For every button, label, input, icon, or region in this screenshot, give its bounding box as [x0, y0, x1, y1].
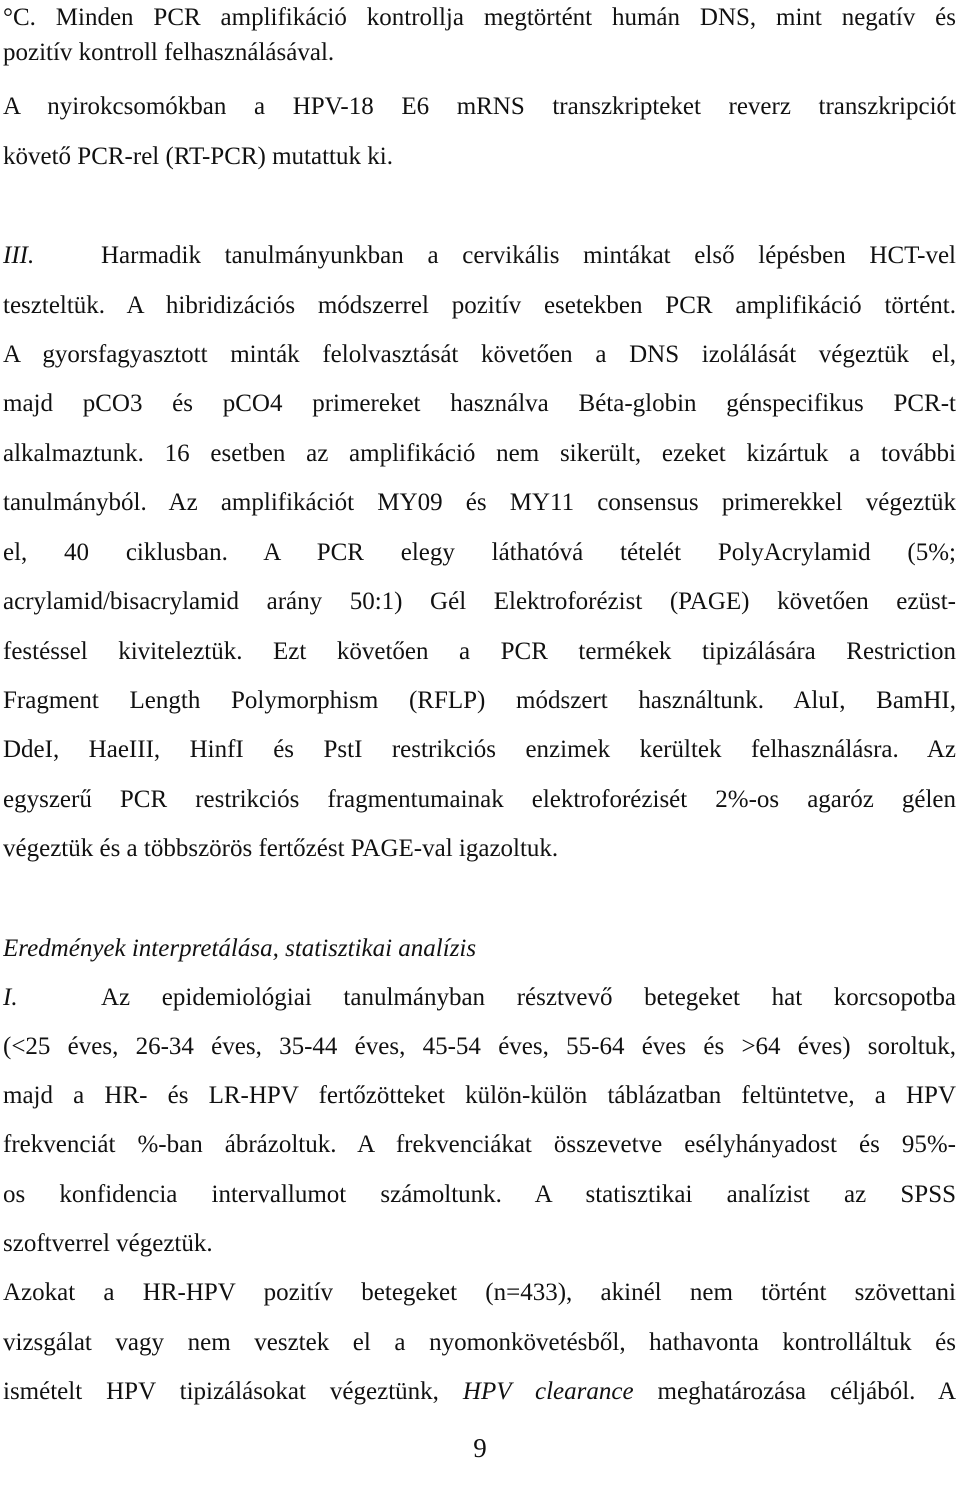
text-line: Azokat a HR-HPV pozitív betegeket (n=433), akinél nem történt szövettani: [3, 1279, 956, 1306]
text-line: Az epidemiológiai tanulmányban résztvevő betegeket hat korcsopotba: [101, 984, 956, 1011]
text-line: el, 40 ciklusban. A PCR elegy láthatóvá tételét PolyAcrylamid (5%;: [3, 539, 956, 566]
section-numeral: III.: [3, 242, 35, 269]
text-line: egyszerű PCR restrikciós fragmentumainak elektroforézisét 2%-os agaróz gélen: [3, 786, 956, 813]
text-line: Fragment Length Polymorphism (RFLP) módszert használtunk. AluI, BamHI,: [3, 687, 956, 714]
text-line: A nyirokcsomókban a HPV-18 E6 mRNS transzkripteket reverz transzkripciót: [3, 93, 956, 120]
text-line: majd a HR- és LR-HPV fertőzötteket külön-külön táblázatban feltüntetve, a HPV: [3, 1082, 956, 1109]
text-line: Harmadik tanulmányunkban a cervikális mintákat első lépésben HCT-vel: [101, 242, 956, 269]
text-line: festéssel kiviteleztük. Ezt követően a PCR termékek tipizálására Restriction: [3, 638, 956, 665]
text-line: (<25 éves, 26-34 éves, 35-44 éves, 45-54 éves, 55-64 éves és >64 éves) soroltuk,: [3, 1033, 956, 1060]
text-line: szoftverrel végeztük.: [3, 1230, 213, 1257]
text-span: ismételt HPV tipizálásokat végeztünk,: [3, 1378, 439, 1405]
text-line: acrylamid/bisacrylamid arány 50:1) Gél Elektroforézist (PAGE) követően ezüst-: [3, 588, 956, 615]
text-line: A gyorsfagyasztott minták felolvasztását követően a DNS izolálását végeztük el,: [3, 341, 956, 368]
text-line: [3, 1372, 956, 1412]
page-number: 9: [473, 1433, 487, 1463]
text-line: tanulmányból. Az amplifikációt MY09 és MY11 consensus primerekkel végeztük: [3, 489, 956, 516]
text-line: pozitív kontroll felhasználásával.: [3, 39, 335, 66]
text-span: meghatározása céljából. A: [657, 1378, 956, 1405]
text-line: os konfidencia intervallumot számoltunk. A statisztikai analízist az SPSS: [3, 1181, 956, 1208]
italic-term: HPV clearance: [462, 1378, 634, 1405]
text-line: majd pCO3 és pCO4 primereket használva Béta-globin génspecifikus PCR-t: [3, 390, 956, 417]
section-heading: Eredmények interpretálása, statisztikai analízis: [3, 935, 477, 962]
text-line: végeztük és a többszörös fertőzést PAGE-val igazoltuk.: [3, 835, 559, 862]
text-line: °C. Minden PCR amplifikáció kontrollja megtörtént humán DNS, mint negatív és: [3, 4, 956, 31]
text-line: alkalmaztunk. 16 esetben az amplifikáció nem sikerült, ezeket kizártuk a további: [3, 440, 956, 467]
text-line: DdeI, HaeIII, HinfI és PstI restrikciós enzimek kerültek felhasználásra. Az: [3, 736, 956, 763]
text-line: teszteltük. A hibridizációs módszerrel pozitív esetekben PCR amplifikáció történt.: [3, 292, 956, 319]
text-line: vizsgálat vagy nem vesztek el a nyomonkövetésből, hathavonta kontrolláltuk és: [3, 1329, 956, 1356]
section-numeral: I.: [3, 984, 18, 1011]
text-line: frekvenciát %-ban ábrázoltuk. A frekvenciákat összevetve esélyhányadost és 95%-: [3, 1131, 956, 1158]
text-line: követő PCR-rel (RT-PCR) mutattuk ki.: [3, 143, 393, 170]
